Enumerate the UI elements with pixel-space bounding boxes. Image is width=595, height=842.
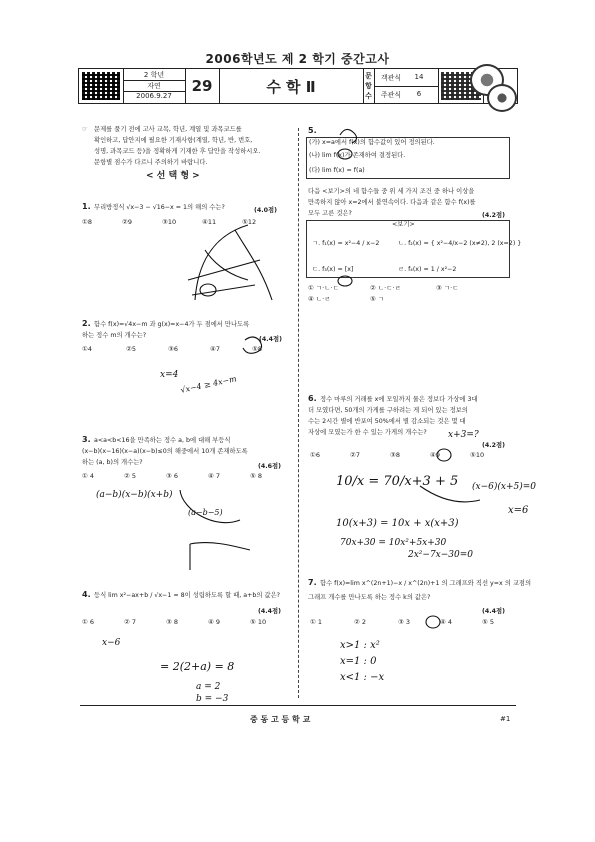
q7-text: 함수 f(x)=lim x^(2n+1)−x / x^(2n)+1 의 그래프와 직선 y=x 의 교점의 [320, 580, 532, 587]
q3-number: 3. [82, 435, 91, 444]
q1-option-3: ③10 [162, 218, 177, 226]
q7-points: (4.4점) [482, 608, 505, 615]
q4-number: 4. [82, 590, 91, 599]
handwriting-4: (a−b−5) [188, 508, 223, 517]
q2-text-2: 하는 정수 m의 개수는? [82, 332, 147, 339]
handwriting-9: (x−6)(x+5)=0 [472, 482, 536, 492]
q6-number: 6. [308, 394, 317, 403]
q3-text-3: 하는 (a, b)의 개수는? [82, 459, 143, 466]
q7-option-3: ③ 3 [398, 618, 411, 626]
handwriting-17: x<1 : −x [340, 672, 385, 683]
q6-text-4: 자상에 모였는가 한 수 있는 가게의 개수는? [308, 429, 427, 436]
q5-option-3: ③ ㄱ·ㄷ [436, 284, 459, 292]
handwriting-3: (a−b)(x−b)(x+b) [96, 490, 173, 500]
q4-option-2: ② 7 [124, 618, 137, 626]
q2-option-2: ②5 [126, 345, 136, 353]
exam-title: 2006학년도 제 2 학기 중간고사 [205, 52, 390, 66]
q5-example-3: ㄷ. f₃(x) = [x] [312, 266, 354, 273]
type-label: 문항수 [365, 72, 372, 100]
q5-option-1: ① ㄱ·ㄴ·ㄷ [308, 284, 339, 292]
handwriting-1: x=4 [160, 370, 179, 380]
q3-points: (4.6점) [258, 463, 281, 470]
q5-number: 5. [308, 126, 317, 135]
subject-code: 29 [191, 77, 213, 95]
q5-option-5: ⑤ ㄱ [370, 295, 385, 303]
date-cell: 2006.9.27 [136, 92, 172, 100]
q7-option-2: ② 2 [354, 618, 367, 626]
footer-rule [80, 705, 516, 706]
q7-option-4: ④ 4 [440, 618, 453, 626]
handwriting-6: 10(x+3) = 10x + x(x+3) [336, 518, 459, 529]
q5-text-3: 모두 고른 것은? [308, 210, 352, 217]
q2-option-1: ①4 [82, 345, 92, 353]
q6-option-4: ④9 [430, 451, 440, 459]
q5-example-2: ㄴ. f₂(x) = { x²−4/x−2 (x≠2), 2 (x=2) } [398, 240, 522, 247]
q7-option-5: ⑤ 5 [482, 618, 495, 626]
q5-example-title: <보기> [392, 221, 415, 228]
q3-option-5: ⑤ 8 [250, 472, 263, 480]
subjective-count: 6 [416, 90, 422, 98]
instruction-line-1: 문제를 풀기 전에 고사 교목, 학년, 계열 및 과목코드를 [94, 126, 242, 133]
subject-name: 수 학 Ⅱ [266, 78, 316, 96]
q2-option-5: ⑤8 [252, 345, 262, 353]
handwriting-8: 2x²−7x−30=0 [408, 550, 474, 560]
q1-option-4: ④11 [202, 218, 217, 226]
handwriting-16: x=1 : 0 [340, 656, 377, 667]
q1-option-5: ⑤12 [242, 218, 257, 226]
handwriting-7: 70x+30 = 10x²+5x+30 [340, 538, 447, 548]
handwriting-11: x−6 [102, 638, 121, 648]
q4-points: (4.4점) [258, 608, 281, 615]
q7-text-2: 그래프 개수를 만나도록 하는 정수 k의 값은? [308, 594, 431, 601]
school-name: 중 동 고 등 학 교 [250, 715, 311, 724]
subjective-label: 주관식 [380, 91, 402, 99]
instruction-line-2: 확인하고, 답안지에 필요한 기재사항(계열, 학년, 반, 번호, [94, 137, 253, 144]
instruction-line-3: 성명, 과목코드 등)을 정확하게 기재한 후 답안을 작성하시오. [94, 148, 261, 155]
q5-example-4: ㄹ. f₄(x) = 1 / x²−2 [398, 266, 457, 273]
q6-option-5: ⑤10 [470, 451, 485, 459]
q4-option-5: ⑤ 10 [250, 618, 267, 626]
q2-number: 2. [82, 319, 91, 328]
q2-points: (4.4점) [259, 336, 282, 343]
handwriting-12: = 2(2+a) = 8 [160, 660, 235, 673]
objective-label: 객관식 [380, 74, 402, 82]
q5-condition-1: (가) x=a에서 f(x)의 함수값이 있어 정의된다. [309, 139, 435, 146]
q5-option-4: ④ ㄴ·ㄹ [308, 295, 331, 303]
q2-option-4: ④7 [210, 345, 220, 353]
q2-text: 함수 f(x)=√4x−m 과 g(x)=x−4가 두 점에서 만나도록 [94, 321, 250, 328]
instruction-icon: ☞ [82, 126, 88, 133]
q4-text: 등식 lim x²−ax+b / √x−1 = 8이 성립하도록 할 때, a+b의 값은? [94, 592, 281, 599]
q1-text: 무리방정식 √x−3 − √16−x = 1의 해의 수는? [94, 204, 225, 211]
handwriting-13: a = 2 [196, 682, 221, 692]
q2-option-3: ③6 [168, 345, 178, 353]
q5-condition-2: (나) lim f(x)가 존재하여 결정된다. [309, 152, 406, 159]
q1-option-2: ②9 [122, 218, 132, 226]
handwriting-14: b = −3 [196, 694, 229, 704]
q5-text: 다음 <보기>의 네 함수들 중 위 세 가지 조건 중 하나 이상을 [308, 188, 475, 195]
q6-points: (4.2점) [482, 442, 505, 449]
q6-option-2: ②7 [350, 451, 360, 459]
q6-text: 정수 마루의 거래를 x에 모일까지 물은 정보다 가상에 3대 [320, 396, 478, 403]
q1-number: 1. [82, 202, 91, 211]
q7-number: 7. [308, 578, 317, 587]
q4-option-4: ④ 9 [208, 618, 221, 626]
objective-count: 14 [414, 73, 424, 81]
q5-option-2: ② ㄴ·ㄷ·ㄹ [370, 284, 401, 292]
handwriting-10: x=6 [508, 505, 529, 516]
q5-points: (4.2점) [482, 212, 505, 219]
q6-option-1: ①6 [310, 451, 320, 459]
q3-option-1: ① 4 [82, 472, 95, 480]
q3-option-2: ② 5 [124, 472, 137, 480]
q3-option-3: ③ 6 [166, 472, 179, 480]
q6-text-3: 수는 2시간 별에 반포여 50%에서 별 감소되는 것은 몇 대 [308, 418, 466, 425]
handwriting-15: x>1 : x² [340, 640, 380, 651]
q3-text-2: (x−b)(x−16)(x−a)(x−b)≤0의 해중에서 10개 존재하도록 [82, 448, 248, 455]
q1-points: (4.0점) [254, 207, 277, 214]
q5-example-1: ㄱ. f₁(x) = x²−4 / x−2 [312, 240, 380, 247]
q6-text-2: 더 모였다면, 50개의 가게를 구하려는 게 되어 있는 정보의 [308, 407, 468, 414]
handwriting-18: x+3=? [448, 430, 479, 440]
q5-text-2: 만족하지 않아 x=2에서 불연속이다. 다음과 같은 함수 f(x)를 [308, 199, 476, 206]
q4-option-3: ③ 8 [166, 618, 179, 626]
instruction-line-4: 문항별 점수가 다르니 주의하기 바랍니다. [94, 159, 208, 166]
q1-option-1: ①8 [82, 218, 92, 226]
handwriting-5: 10/x = 70/x+3 + 5 [336, 474, 459, 489]
q3-option-4: ④ 7 [208, 472, 221, 480]
section-heading: < 선 택 형 > [146, 171, 200, 181]
q6-option-3: ③8 [390, 451, 400, 459]
q7-option-1: ① 1 [310, 618, 323, 626]
q3-text: a<a<b<16을 만족하는 정수 a, b에 대해 부등식 [94, 437, 231, 444]
q5-condition-3: (다) lim f(x) = f(a) [309, 167, 365, 174]
page-number: #1 [500, 715, 511, 723]
grade-cell: 2 학년 [143, 71, 165, 79]
course-cell: 자연 [147, 82, 161, 90]
q4-option-1: ① 6 [82, 618, 95, 626]
handwriting-2: √x−4 ≥ 4x−m [179, 374, 238, 395]
